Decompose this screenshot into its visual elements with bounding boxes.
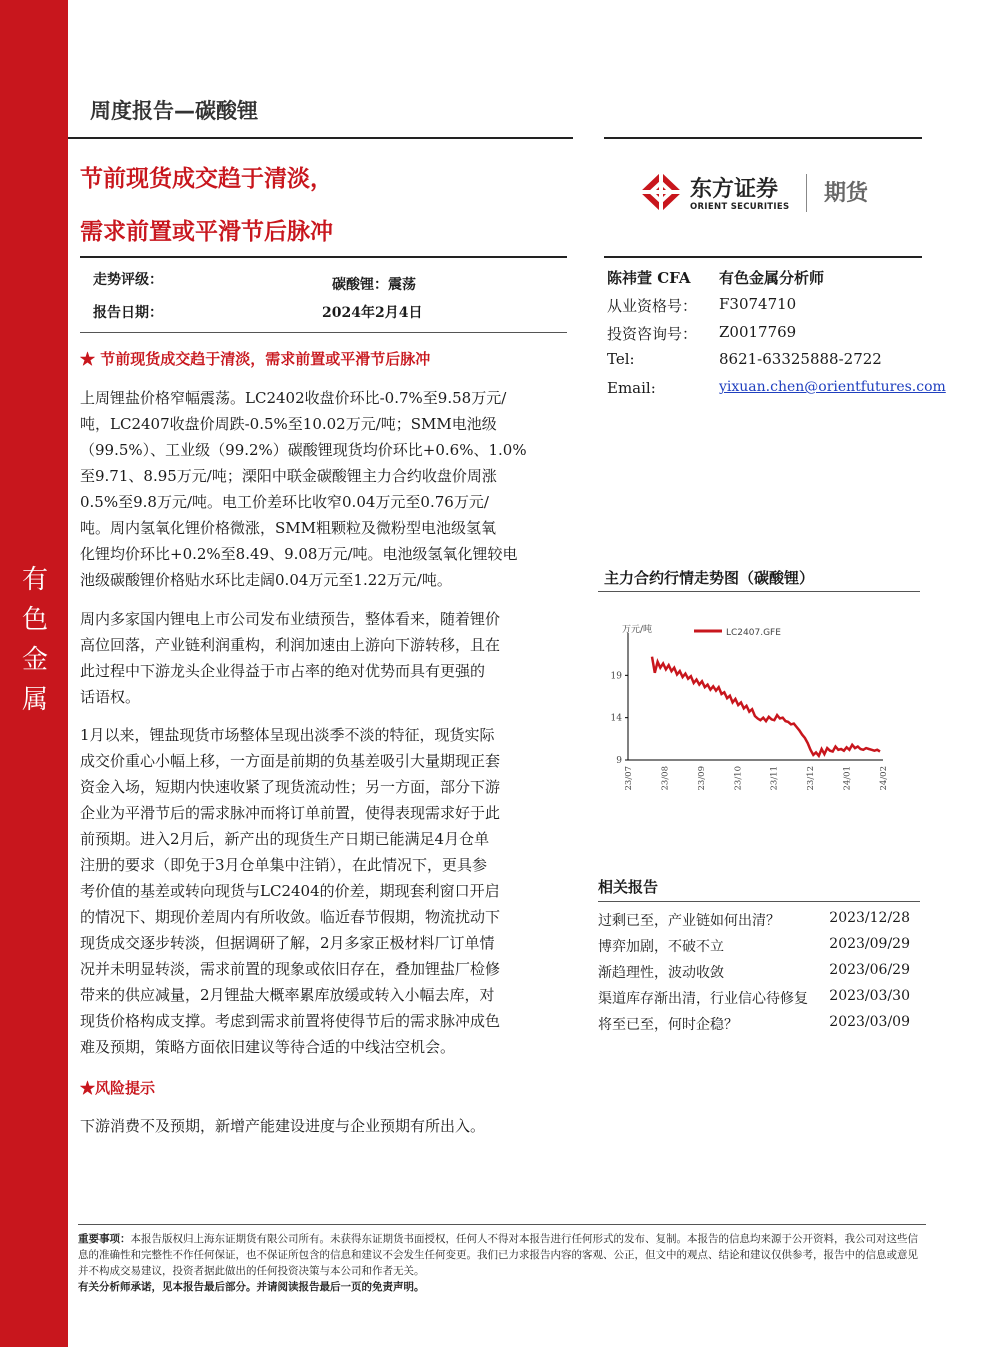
side-label-char: 色 — [21, 605, 48, 635]
related-item[interactable] — [598, 1014, 910, 1034]
x-tick-label: 23/11 — [769, 766, 780, 791]
brand-divider — [806, 174, 807, 212]
meta-top-rule — [80, 256, 567, 258]
report-type: 周度报告—碳酸锂 — [90, 99, 258, 123]
related-item[interactable] — [598, 910, 910, 930]
footer-rule — [78, 1224, 926, 1225]
paragraph-line: 考价值的基差或转向现货与LC2404的价差，期现套利窗口开启 — [80, 882, 500, 900]
chart-title-rule — [598, 591, 920, 592]
side-label-char: 属 — [21, 685, 48, 715]
brand-division: 期货 — [824, 181, 869, 206]
related-item-title: 渠道库存渐出清，行业信心待修复 — [598, 991, 808, 1007]
cert-value: F3074710 — [719, 295, 797, 313]
footer-disclaimer — [78, 1231, 926, 1295]
paragraph-3 — [80, 722, 564, 1060]
legend-label: LC2407.GFE — [726, 628, 781, 638]
section-title — [80, 348, 430, 369]
paragraph-line: 现货成交逐步转淡，但据调研了解，2月多家正极材料厂订单情 — [80, 934, 495, 952]
email-link[interactable]: yixuan.chen@orientfutures.com — [719, 379, 946, 395]
brand-logo — [636, 170, 886, 218]
paragraph-line: 话语权。 — [80, 688, 141, 706]
side-label — [20, 560, 50, 720]
paragraph-line: 化锂均价环比+0.2%至8.49、9.08万元/吨。电池级氢氧化锂较电 — [80, 545, 518, 563]
related-rule — [598, 901, 920, 902]
related-item-title: 过剩已至，产业链如何出清？ — [598, 913, 780, 929]
risk-text: 下游消费不及预期，新增产能建设进度与企业预期有所出入。 — [80, 1117, 486, 1135]
rating-label: 走势评级： — [93, 272, 163, 288]
email-label: Email: — [607, 379, 656, 397]
related-item-date: 2023/06/29 — [829, 962, 910, 978]
x-tick-label: 23/07 — [624, 766, 634, 791]
analyst-top-rule — [604, 256, 922, 258]
related-item-date: 2023/12/28 — [829, 910, 910, 926]
paragraph-line: 成交价重心小幅上移，一方面是前期的负基差吸引大量期现正套 — [80, 752, 501, 770]
related-item-title: 博弈加剧，不破不立 — [598, 939, 724, 955]
related-item[interactable] — [598, 988, 910, 1008]
x-tick-label: 23/09 — [696, 766, 707, 791]
paragraph-line: 资金入场，短期内快速收紧了现货流动性；另一方面，部分下游 — [80, 778, 501, 796]
paragraph-line: 吨，LC2407收盘价周跌-0.5%至10.02万元/吨；SMM电池级 — [80, 415, 497, 433]
section-title-text: 节前现货成交趋于清淡，需求前置或平滑节后脉冲 — [100, 350, 431, 368]
tel-label: Tel: — [607, 350, 635, 368]
x-tick-label: 24/02 — [879, 766, 889, 791]
related-item-title: 渐趋理性，波动收敛 — [598, 965, 724, 981]
x-tick-label: 23/10 — [733, 766, 744, 791]
y-tick-label: 9 — [616, 756, 622, 766]
consult-label: 投资咨询号： — [607, 325, 698, 343]
date-label: 报告日期： — [93, 305, 163, 321]
side-label-char: 金 — [21, 645, 48, 675]
related-title: 相关报告 — [598, 878, 659, 896]
series-line-lc2407 — [652, 657, 880, 756]
paragraph-line: 周内多家国内锂电上市公司发布业绩预告，整体看来，随着锂价 — [80, 610, 501, 628]
paragraph-line: 前预期。进入2月后，新产出的现货生产日期已能满足4月仓单 — [80, 830, 490, 848]
y-tick-label: 14 — [610, 713, 622, 724]
y-tick-label: 19 — [610, 671, 622, 682]
risk-title-text: 风险提示 — [95, 1079, 156, 1097]
tel-value: 8621-63325888-2722 — [719, 350, 882, 368]
headline-line1: 节前现货成交趋于清淡， — [80, 166, 333, 192]
paragraph-line: 带来的供应减量，2月锂盐大概率累库放缓或转入小幅去库，对 — [80, 986, 495, 1004]
paragraph-line: 难及预期，策略方面依旧建议等待合适的中线沽空机会。 — [80, 1038, 456, 1056]
star-icon: ★ — [80, 1079, 96, 1097]
related-item-title: 将至已至，何时企稳？ — [598, 1017, 738, 1033]
star-icon: ★ — [80, 350, 101, 368]
related-item[interactable] — [598, 962, 910, 982]
footer-body: 本报告版权归上海东证期货有限公司所有。未获得东证期货书面授权，任何人不得对本报告进行任何形式的发布、复制。本报告的信息均来源于公开资料，我公司对这些信息的准确性和完整性不作任何保证，也不保证所包含的信息和建议不会发生任何变更。我们已力求报告内容的客观、公正，但文中的观点、结论和建议仅供参考，报告中的信息或意见并不构成交易建议，投资者据此做出的任何投资决策与本公司和作者无关。 — [78, 1233, 918, 1277]
y-axis-unit: 万元/吨 — [622, 625, 653, 635]
paragraph-line: 况并未明显转淡，需求前置的现象或依旧存在，叠加锂盐厂检修 — [80, 960, 501, 978]
headline-line2: 需求前置或平滑节后脉冲 — [80, 219, 333, 245]
paragraph-line: （99.5%）、工业级（99.2%）碳酸锂现货均价环比+0.6%、1.0% — [80, 441, 527, 459]
paragraph-2 — [80, 606, 564, 710]
risk-title — [80, 1077, 155, 1098]
paragraph-line: 企业为平滑节后的需求脉冲而将订单前置，使得表现需求好于此 — [80, 804, 501, 822]
meta-bottom-rule — [80, 332, 567, 333]
brand-name-cn: 东方证券 — [690, 177, 779, 202]
x-tick-label: 23/12 — [806, 766, 817, 791]
side-label-char: 有 — [21, 565, 48, 595]
paragraph-line: 此过程中下游龙头企业得益于市占率的绝对优势而具有更强的 — [80, 662, 486, 680]
paragraph-line: 的情况下、期现价差周内有所收敛。临近春节假期，物流扰动下 — [80, 908, 501, 926]
related-item-date: 2023/03/30 — [829, 988, 910, 1004]
paragraph-line: 0.5%至9.8万元/吨。电工价差环比收窄0.04万元至0.76万元/ — [80, 493, 489, 511]
related-item-date: 2023/09/29 — [829, 936, 910, 952]
paragraph-1 — [80, 385, 564, 593]
header-rule-right — [604, 137, 922, 139]
x-tick-label: 23/08 — [660, 766, 671, 791]
paragraph-line: 吨。周内氢氧化锂价格微涨，SMM粗颗粒及微粉型电池级氢氧 — [80, 519, 496, 537]
orient-logo-icon — [636, 170, 686, 218]
analyst-name: 陈祎萱 CFA — [607, 269, 691, 287]
paragraph-line: 高位回落，产业链利润重构，利润加速由上游向下游转移，且在 — [80, 636, 501, 654]
chart-title: 主力合约行情走势图（碳酸锂） — [604, 569, 815, 587]
analyst-title: 有色金属分析师 — [719, 269, 825, 287]
related-item[interactable] — [598, 936, 910, 956]
footer-note: 有关分析师承诺，见本报告最后部分。并请阅读报告最后一页的免责声明。 — [78, 1281, 425, 1293]
paragraph-line: 池级碳酸锂价格贴水环比走阔0.04万元至1.22万元/吨。 — [80, 571, 452, 589]
consult-value: Z0017769 — [719, 323, 797, 341]
footer-label: 重要事项： — [78, 1233, 131, 1245]
header-rule-left — [68, 137, 573, 139]
rating-value: 碳酸锂：震荡 — [332, 277, 416, 293]
cert-label: 从业资格号： — [607, 297, 698, 315]
price-chart — [598, 605, 898, 805]
paragraph-line: 至9.71、8.95万元/吨；溧阳中联金碳酸锂主力合约收盘价周涨 — [80, 467, 497, 485]
date-value: 2024年2月4日 — [322, 305, 423, 321]
x-tick-label: 24/01 — [842, 766, 853, 791]
paragraph-line: 注册的要求（即免于3月仓单集中注销），在此情况下，更具参 — [80, 856, 488, 874]
paragraph-line: 现货价格构成支撑。考虑到需求前置将使得节后的需求脉冲成色 — [80, 1012, 501, 1030]
related-item-date: 2023/03/09 — [829, 1014, 910, 1030]
paragraph-line: 上周锂盐价格窄幅震荡。LC2402收盘价环比-0.7%至9.58万元/ — [80, 389, 507, 407]
paragraph-line: 1月以来，锂盐现货市场整体呈现出淡季不淡的特征，现货实际 — [80, 726, 495, 744]
brand-name-en: ORIENT SECURITIES — [690, 202, 790, 212]
